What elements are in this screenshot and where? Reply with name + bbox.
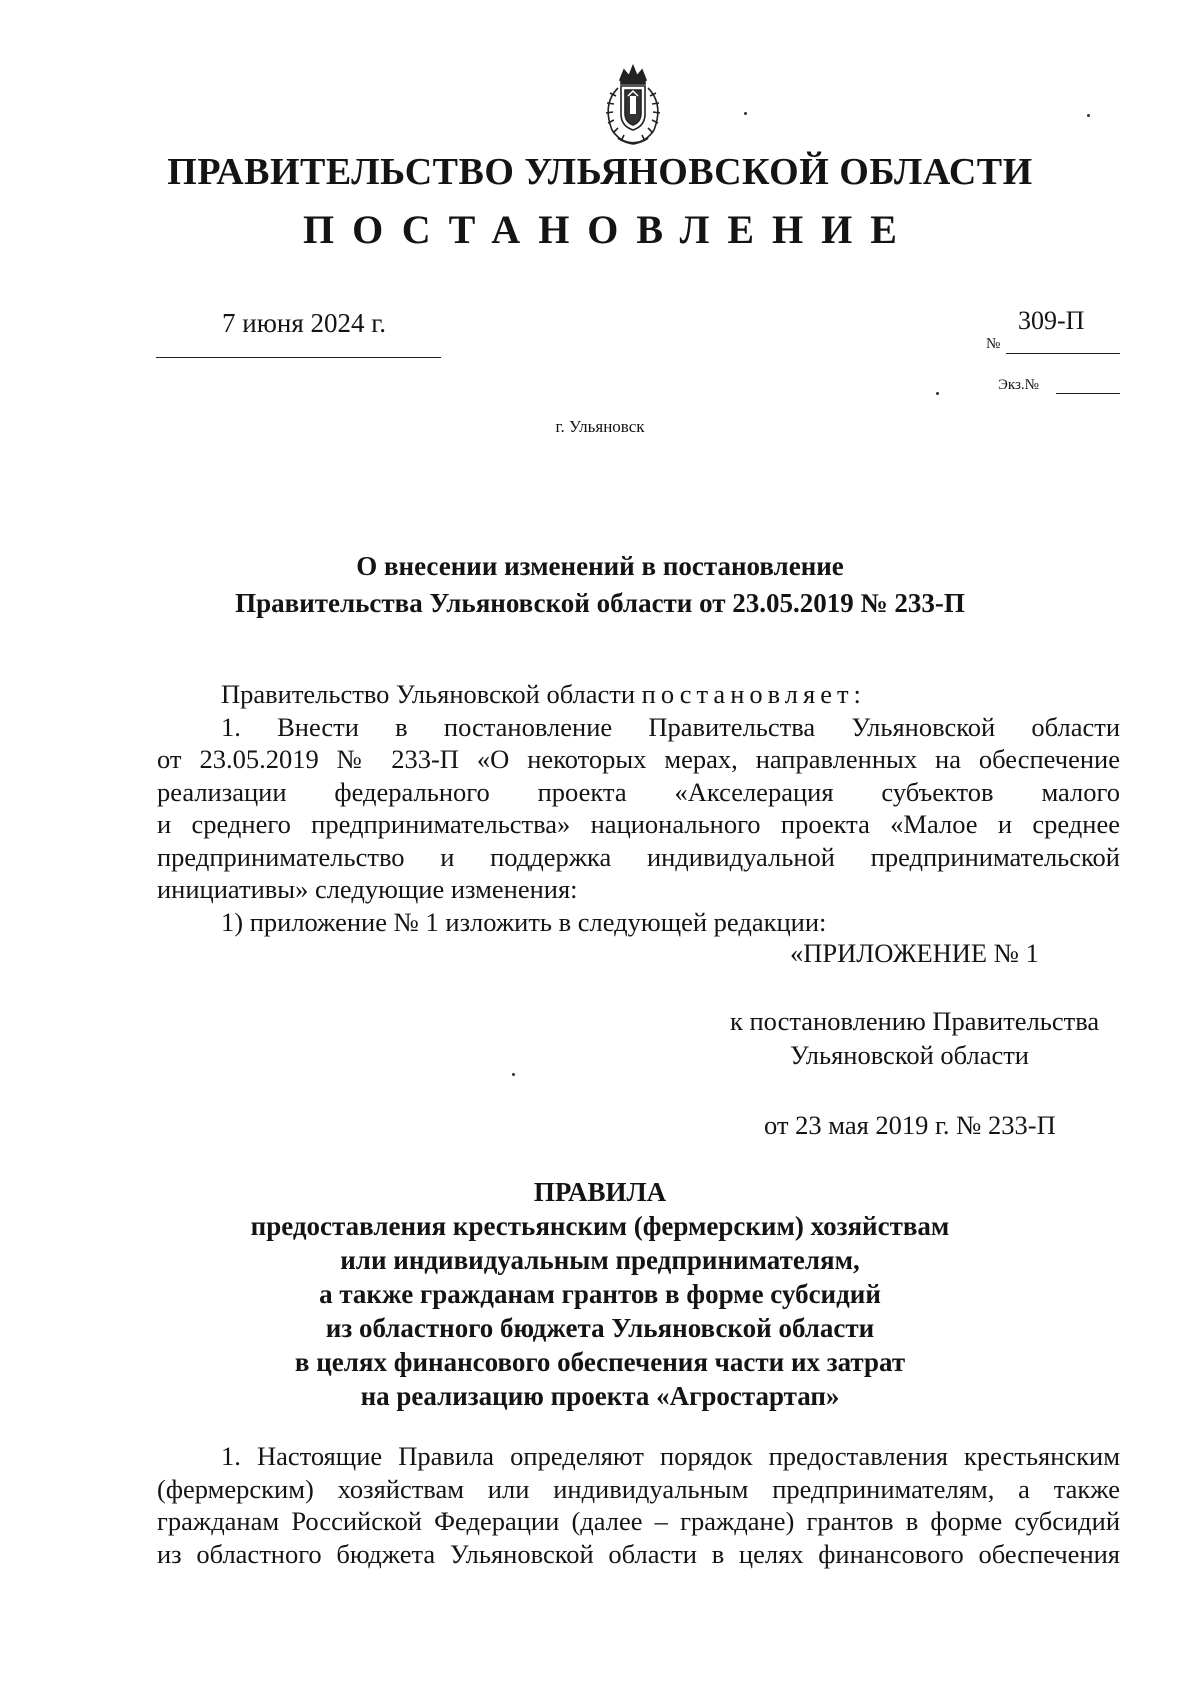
para1-line-4: из областного бюджета Ульяновской области в целях финансового обеспечения	[157, 1538, 1120, 1569]
rules-paragraph-1	[157, 1440, 1120, 1570]
item1-line-6: инициативы» следующие изменения:	[157, 874, 578, 904]
coat-of-arms-icon	[588, 58, 678, 150]
para1-line-1: 1. Настоящие Правила определяют порядок предоставления крестьянским	[221, 1441, 1120, 1471]
scan-speck	[744, 112, 747, 115]
appendix-line-1: к постановлению Правительства	[730, 1006, 1100, 1036]
document-type: ПОСТАНОВЛЕНИЕ	[303, 207, 915, 252]
appendix-line-2: Ульяновской области	[790, 1040, 1029, 1070]
organization-title: ПРАВИТЕЛЬСТВО УЛЬЯНОВСКОЙ ОБЛАСТИ	[167, 151, 1033, 193]
number-underline	[1006, 353, 1120, 354]
preamble: Правительство Ульяновской области постановляет:	[221, 679, 861, 709]
item1-line-2: от 23.05.2019 № 233-П «О некоторых мерах, направленных на обеспечение	[157, 744, 1120, 774]
rules-line-3: а также гражданам грантов в форме субсидий	[319, 1279, 881, 1309]
item1-line-3: реализации федерального проекта «Акселерация субъектов малого	[157, 776, 1120, 807]
subject-line-1: О внесении изменений в постановление	[356, 551, 844, 581]
rules-line-5: в целях финансового обеспечения части их затрат	[294, 1347, 906, 1377]
rules-line-6: на реализацию проекта «Агростартап»	[360, 1381, 840, 1411]
rules-line-1: предоставления крестьянским (фермерским) хозяйствам	[250, 1211, 950, 1241]
scan-speck	[936, 392, 939, 395]
document-subject	[0, 548, 1200, 622]
para1-line-3: гражданам Российской Федерации (далее – граждане) грантов в форме субсидий	[157, 1506, 1120, 1536]
date-underline	[156, 357, 441, 358]
rules-title	[0, 1175, 1200, 1413]
rules-line-4: из областного бюджета Ульяновской области	[325, 1313, 875, 1343]
appendix-date: от 23 мая 2019 г. № 233-П	[764, 1110, 1056, 1140]
number-label: №	[986, 336, 1001, 352]
subject-line-2: Правительства Ульяновской области от 23.05.2019 № 233-П	[235, 588, 965, 618]
document-number: 309-П	[1018, 306, 1085, 335]
subitem-1: 1) приложение № 1 изложить в следующей редакции:	[221, 906, 827, 937]
item1-line-1: 1. Внести в постановление Правительства Ульяновской области	[221, 711, 1120, 742]
resolution-body	[157, 678, 1120, 938]
scan-speck	[512, 1073, 515, 1076]
item1-line-4: и среднего предпринимательства» национального проекта «Малое и среднее	[157, 809, 1120, 839]
item1-line-5: предпринимательство и поддержка индивидуальной предпринимательской	[157, 841, 1120, 872]
rules-heading: ПРАВИЛА	[533, 1177, 667, 1207]
document-date: 7 июня 2024 г.	[222, 308, 387, 338]
copy-number-label: Экз.№	[998, 377, 1039, 393]
city: г. Ульяновск	[555, 417, 645, 436]
rules-line-2: или индивидуальным предпринимателям,	[340, 1245, 860, 1275]
copy-number-underline	[1056, 393, 1120, 394]
scan-speck	[1087, 114, 1090, 117]
para1-line-2: (фермерским) хозяйствам или индивидуальным предпринимателям, а также	[157, 1473, 1120, 1504]
appendix-title: «ПРИЛОЖЕНИЕ № 1	[790, 938, 1039, 968]
